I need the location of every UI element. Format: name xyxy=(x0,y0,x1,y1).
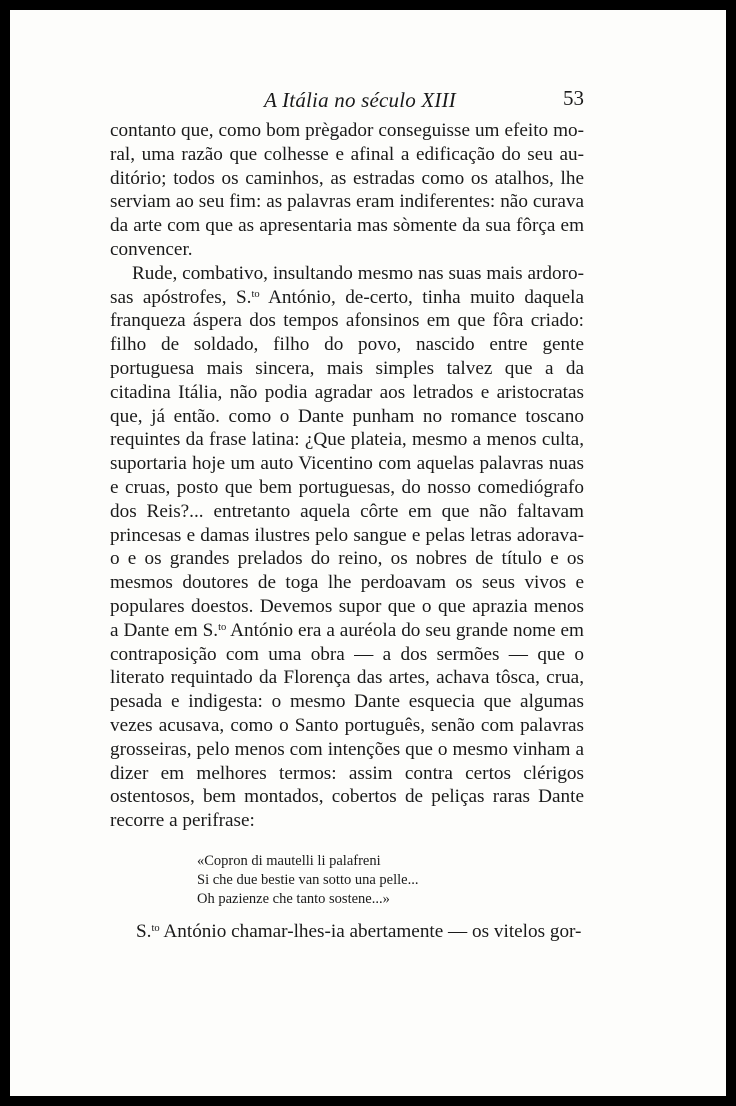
abbreviation-superscript: to xyxy=(218,621,227,633)
body-text xyxy=(110,119,584,833)
book-page xyxy=(10,10,726,1096)
block-quote xyxy=(197,852,557,909)
paragraph-2-part-b: António, de-certo, tinha muito daquela franqueza áspera dos tempos afonsinos em que fôra criado: filho de soldado, filho do povo, nascido entre gente portuguesa mais sincera, mais simples talvez que a da citadina Itália, não podia agradar aos letrados e aristocratas que, já então. como o Dante punham no romance toscano requintes da frase latina: ¿Que plateia, mesmo a menos culta, suportaria hoje um auto Vicentino com aquelas palavras nuas e cruas, posto que bem portuguesas, do nosso comediógrafo dos Reis?... entretanto aquela côrte em que não faltavam princesas e damas ilustres pelo sangue e pelas letras adorava-o e os grandes prelados do reino, os nobres de título e os mesmos doutores de toga lhe perdoavam os seus vivos e populares doestos. Devemos supor que o que aprazia menos a Dante em S. xyxy=(110,286,584,641)
paragraph-2-part-a: Rude, combativo, insultando mesmo nas suas mais ardorosas apóstrofes, S. xyxy=(110,262,584,308)
quote-line: «Copron di mautelli li palafreni xyxy=(197,853,381,869)
running-head-title: A Itália no século XIII xyxy=(264,88,457,112)
page-number: 53 xyxy=(563,86,584,110)
abbreviation-superscript: to xyxy=(251,288,260,300)
closing-line-part-b: António chamar-lhes-ia abertamente — os vitelos gor- xyxy=(159,921,582,942)
paragraph-2-part-c: António era a auréola do seu grande nome em contraposição com uma obra — a dos sermões — que o literato requintado da Florença das artes, achava tôsca, crua, pesada e indigesta: o mesmo Dante esquecia que algumas vezes acusava, como o Santo português, senão com palavras grosseiras, pelo menos com intenções que o mesmo vinham a dizer em melhores termos: assim contra certos clérigos ostentosos, bem montados, cobertos de peliças raras Dante recorre a perifrase: xyxy=(110,619,584,832)
quote-line: Oh pazienze che tanto sostene...» xyxy=(197,891,390,907)
closing-line xyxy=(136,920,584,944)
closing-line-part-a: S. xyxy=(136,921,152,942)
running-head xyxy=(10,82,726,112)
abbreviation-superscript: to xyxy=(151,923,160,935)
quote-line: Si che due bestie van sotto una pelle... xyxy=(197,872,419,888)
paragraph-1: contanto que, como bom prègador conseguisse um efeito moral, uma razão que colhesse e afinal a edificação do seu auditório; todos os caminhos, as estradas como os atalhos, lhe serviam ao seu fim: as palavras eram indiferentes: não curava da arte com que as apresentaria mas sòmente da sua fôrça em convencer. xyxy=(110,120,584,260)
paragraph-2 xyxy=(110,262,584,833)
